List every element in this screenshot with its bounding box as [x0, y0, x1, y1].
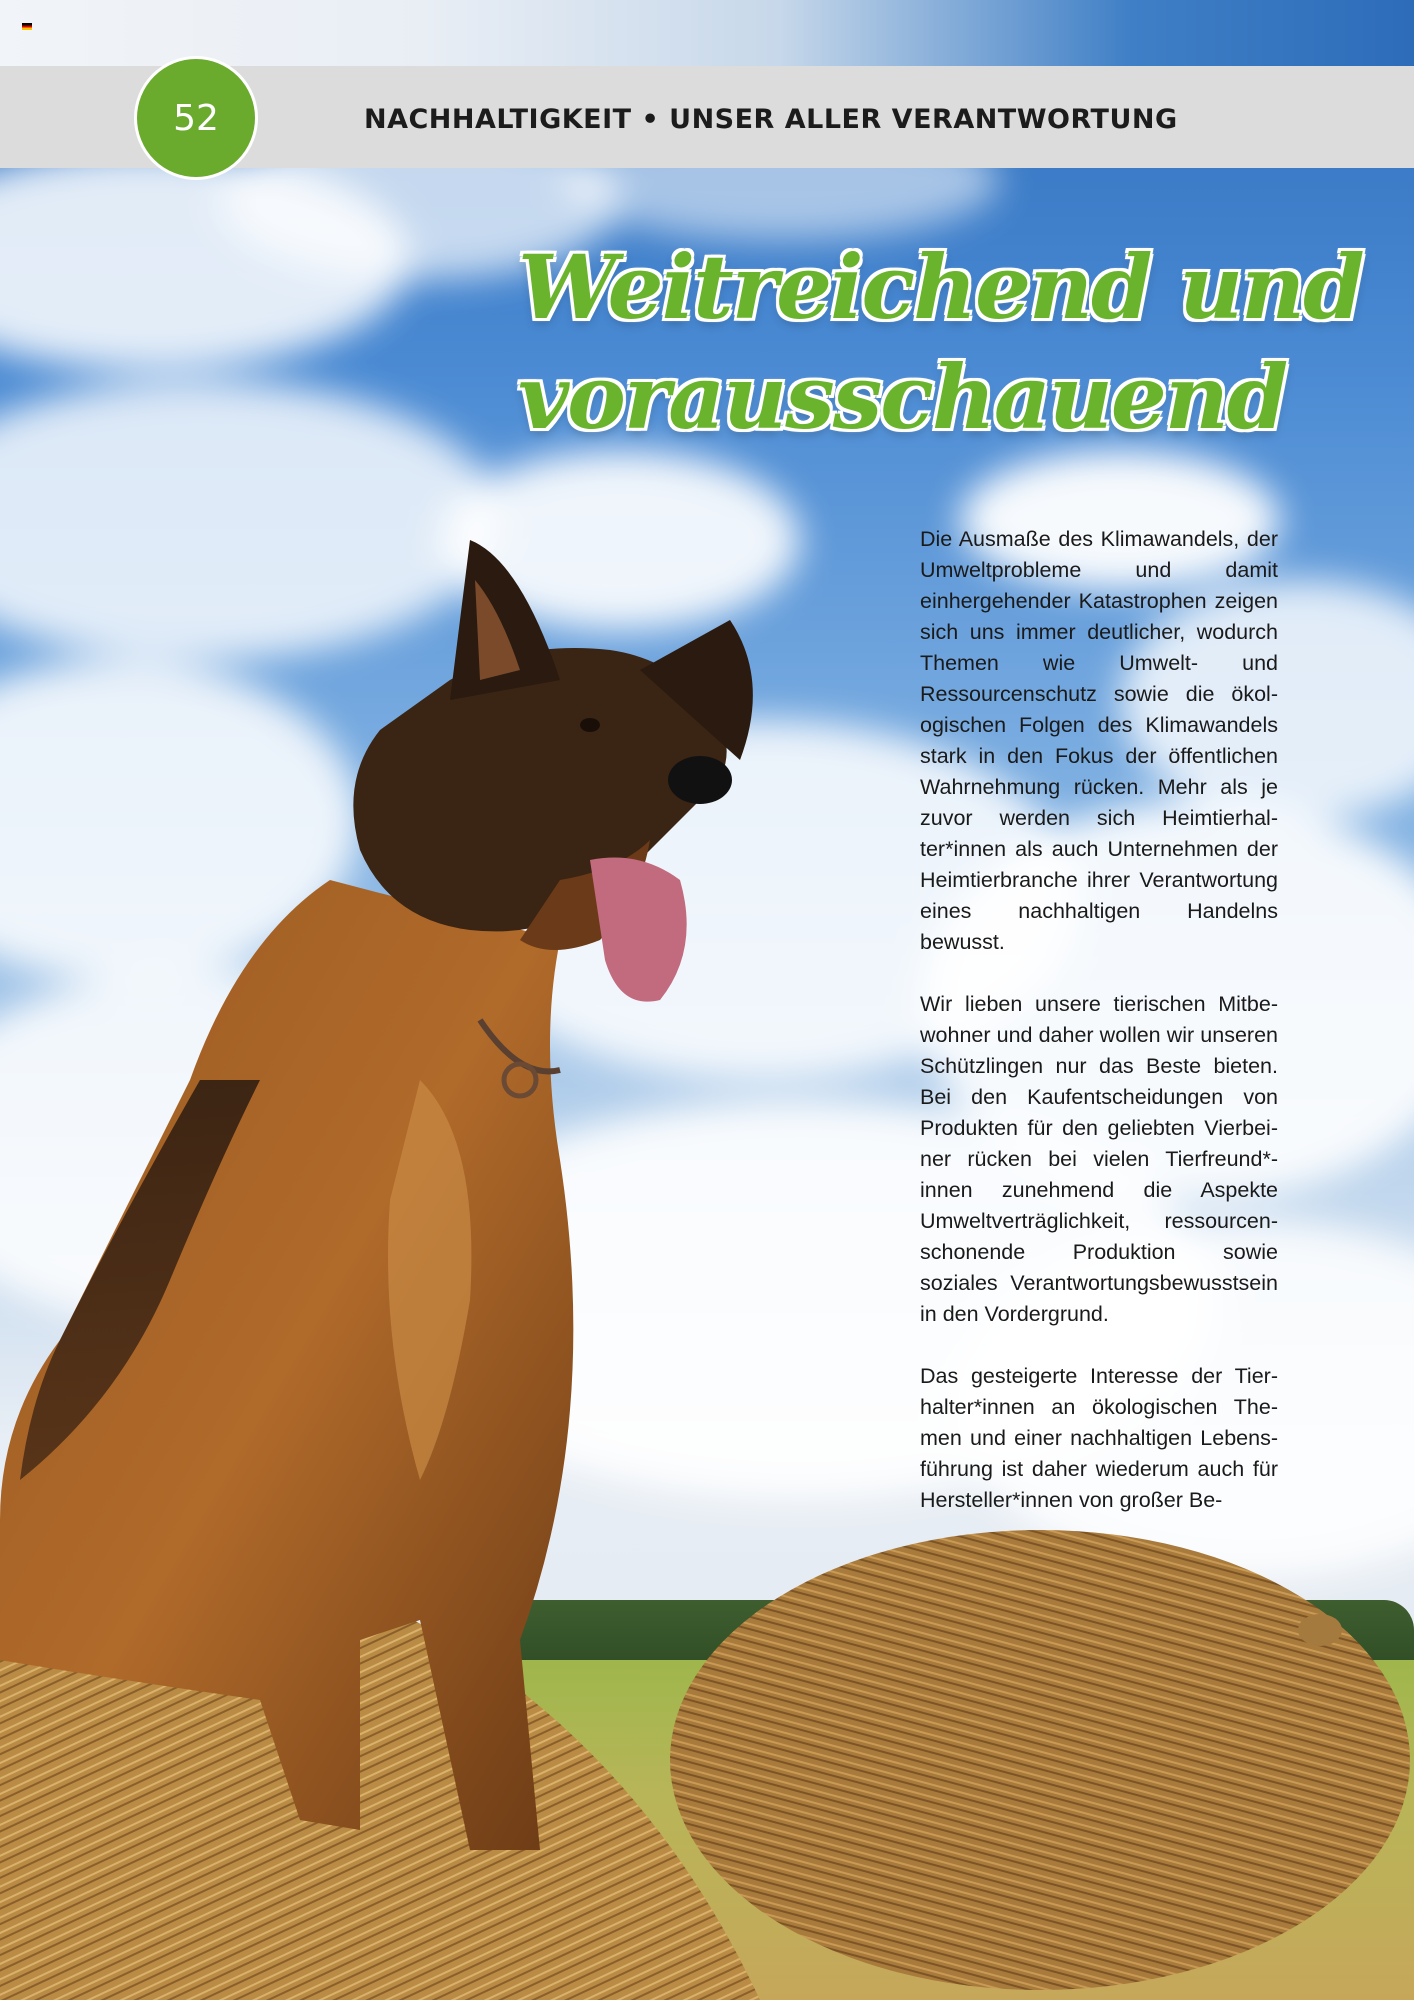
- article-headline: [518, 232, 1363, 452]
- body-paragraph-1: Die Ausmaße des Klimawandels, der Umweltprobleme und damit einhergehender Katastrophen zeigen sich uns immer deutlicher, wodurch Themen wie Umwelt- und Ressourcenschutz sowie die ökologischen Folgen des Klimawandels stark in den Fokus der öffentlichen Wahrnehmung rücken. Mehr als je zuvor werden sich Heimtierhalter*innen als auch Unternehmen der Heimtierbranche ihrer Verantwortung eines nachhaltigen Handelns bewusst.: [920, 527, 1278, 954]
- headline-line-1: Weitreichend und: [518, 235, 1363, 339]
- body-paragraph-3: Das gesteigerte Interesse der Tierhalter*innen an ökologischen Themen und einer nachhaltigen Lebensführung ist daher wiederum auch für Hersteller*innen von großer Be-: [920, 1364, 1278, 1512]
- flag-icon: [22, 23, 32, 30]
- body-paragraph-2: Wir lieben unsere tierischen Mitbewohner und daher wollen wir unseren Schützlingen nur das Beste bieten. Bei den Kaufentscheidungen von Produkten für den geliebten Vierbeiner rücken bei vielen Tierfreund*-innen zunehmend die Aspekte Umweltverträglichkeit, ressourcenschonende Produktion sowie soziales Verantwortungsbewusstsein in den Vordergrund.: [920, 992, 1278, 1326]
- top-photo-strip: [0, 0, 1414, 66]
- page-number-badge: 52: [134, 56, 258, 180]
- headline-line-2: vorausschauend: [518, 345, 1287, 449]
- article-body: [920, 524, 1278, 1516]
- section-title: NACHHALTIGKEIT • UNSER ALLER VERANTWORTUNG: [364, 104, 1178, 135]
- german-shepherd-dog-image: [0, 520, 780, 1860]
